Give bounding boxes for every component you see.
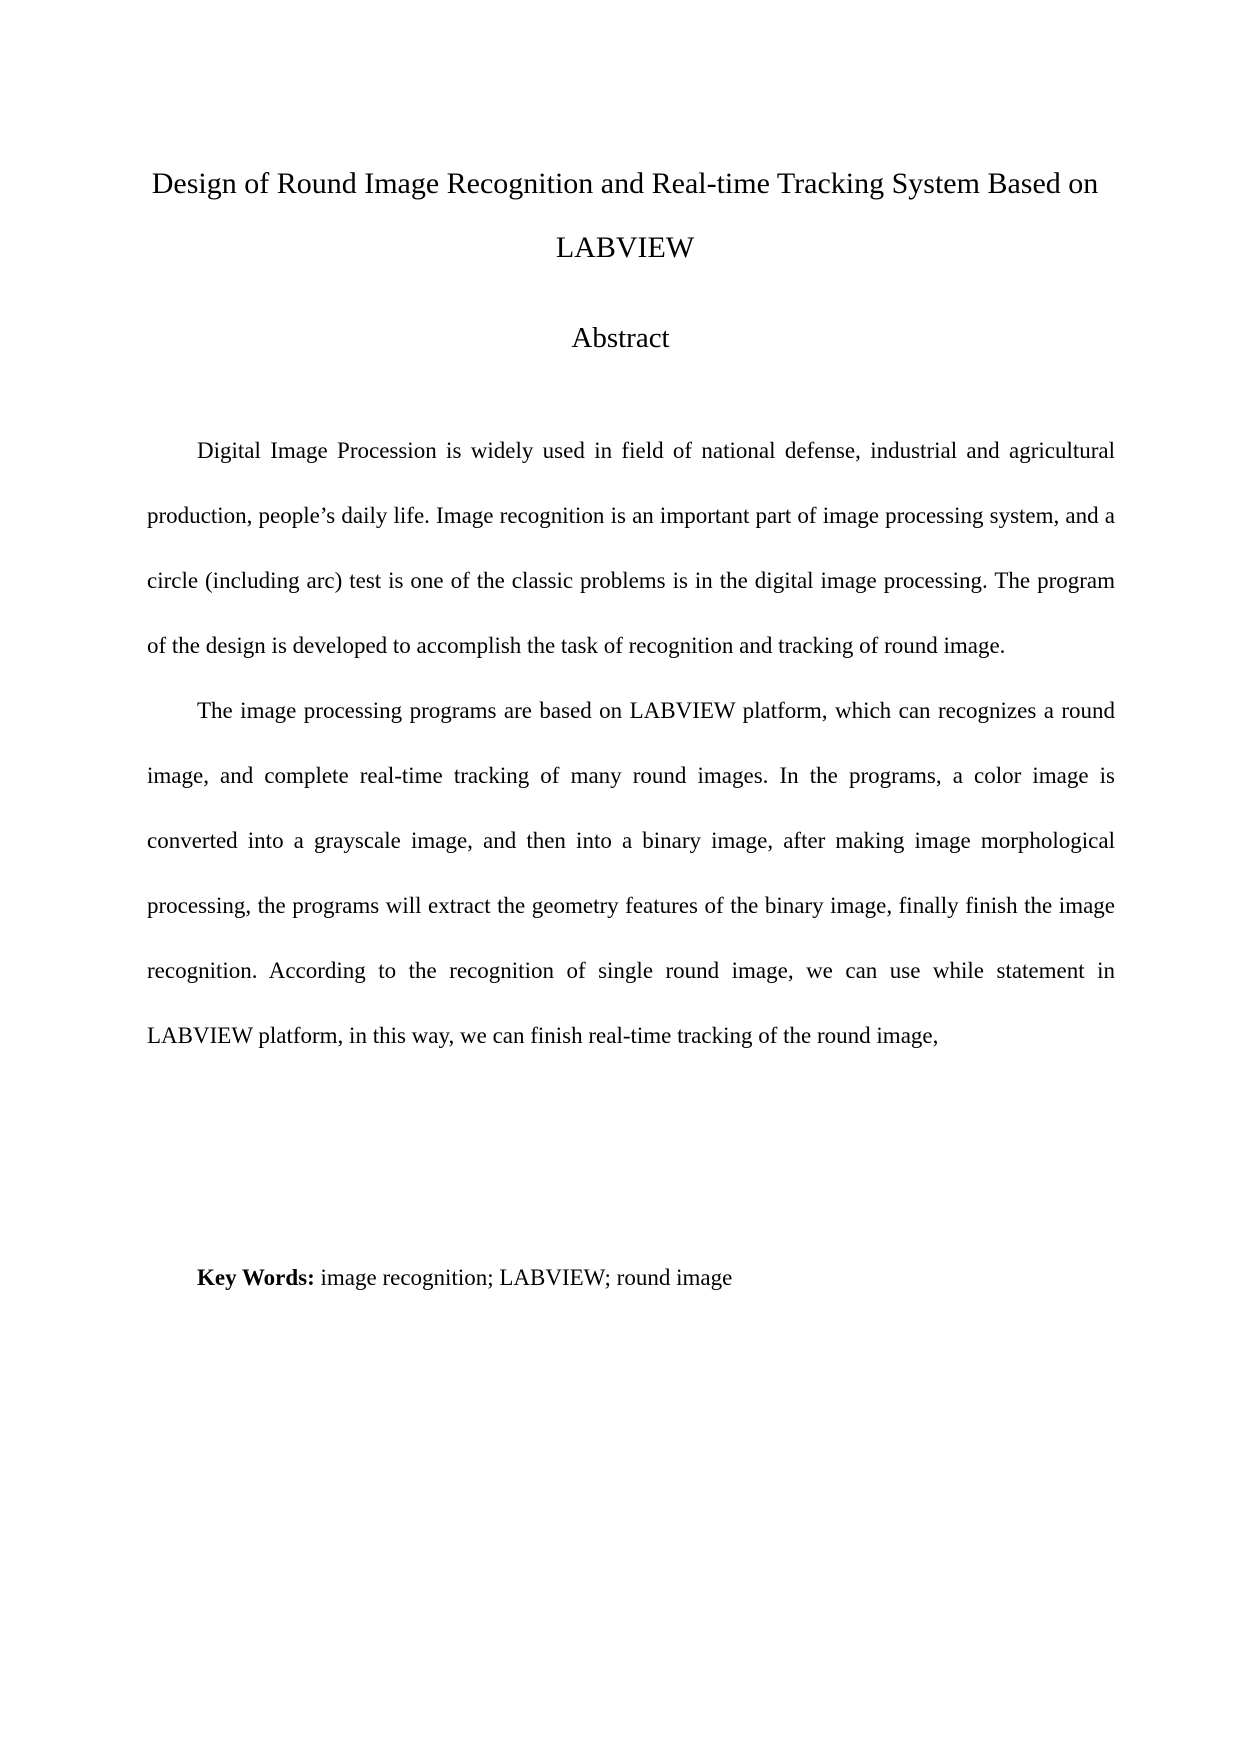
keywords-value: image recognition; LABVIEW; round image bbox=[314, 1265, 733, 1290]
abstract-heading: Abstract bbox=[571, 322, 670, 354]
abstract-body bbox=[147, 418, 1115, 1068]
document-title: Design of Round Image Recognition and Real-time Tracking System Based on LABVIEW bbox=[151, 167, 1099, 264]
abstract-paragraph-1: Digital Image Procession is widely used in field of national defense, industrial and agricultural production, people’s daily life. Image recognition is an important part of image processing system, and a circle (including arc) test is one of the classic problems is in the digital image processing. The program of the design is developed to accomplish the task of recognition and tracking of round image. bbox=[147, 438, 1115, 658]
keywords-line bbox=[197, 1262, 732, 1294]
abstract-paragraph-2: The image processing programs are based on LABVIEW platform, which can recognizes a round image, and complete real-time tracking of many round images. In the programs, a color image is converted into a grayscale image, and then into a binary image, after making image morphological processing, the programs will extract the geometry features of the binary image, finally finish the image recognition. According to the recognition of single round image, we can use while statement in LABVIEW platform, in this way, we can finish real-time tracking of the round image, bbox=[147, 698, 1115, 1048]
keywords-label: Key Words: bbox=[197, 1265, 315, 1290]
